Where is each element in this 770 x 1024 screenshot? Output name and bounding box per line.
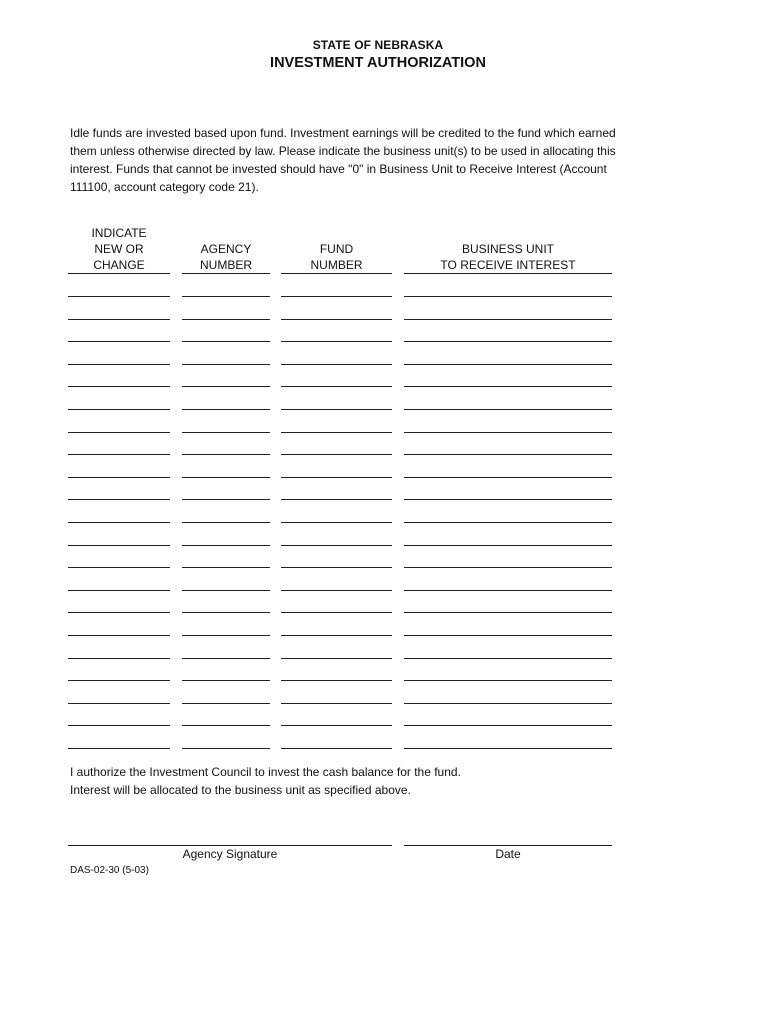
new-or-change-line[interactable] xyxy=(68,522,170,523)
business-unit-line[interactable] xyxy=(404,409,612,410)
column-header-new-or-change xyxy=(68,225,170,273)
column-header-line: NUMBER xyxy=(199,258,252,272)
date-label: Date xyxy=(495,847,521,861)
business-unit-line[interactable] xyxy=(404,635,612,636)
new-or-change-line[interactable] xyxy=(68,612,170,613)
fund-number-line[interactable] xyxy=(281,432,392,433)
fund-number-line[interactable] xyxy=(281,409,392,410)
new-or-change-line[interactable] xyxy=(68,680,170,681)
agency-number-line[interactable] xyxy=(182,454,270,455)
column-header-line: INDICATE xyxy=(91,226,147,240)
new-or-change-line[interactable] xyxy=(68,703,170,704)
business-unit-line[interactable] xyxy=(404,477,612,478)
instructions-line: 111100, account category code 21). xyxy=(70,180,259,194)
new-or-change-line[interactable] xyxy=(68,364,170,365)
instructions-paragraph xyxy=(70,124,660,196)
agency-number-line[interactable] xyxy=(182,545,270,546)
business-unit-line[interactable] xyxy=(404,296,612,297)
agency-number-line[interactable] xyxy=(182,341,270,342)
agency-number-line[interactable] xyxy=(182,319,270,320)
business-unit-line[interactable] xyxy=(404,319,612,320)
agency-number-line[interactable] xyxy=(182,635,270,636)
new-or-change-line[interactable] xyxy=(68,432,170,433)
agency-signature-line[interactable] xyxy=(68,845,392,846)
allocation-statement: Interest will be allocated to the business unit as specified above. xyxy=(70,783,411,797)
fund-number-line[interactable] xyxy=(281,658,392,659)
new-or-change-line[interactable] xyxy=(68,477,170,478)
column-header-fund-number xyxy=(281,241,392,273)
fund-number-line[interactable] xyxy=(281,590,392,591)
business-unit-line[interactable] xyxy=(404,612,612,613)
column-header-line: CHANGE xyxy=(93,258,145,272)
new-or-change-line[interactable] xyxy=(68,635,170,636)
agency-number-line[interactable] xyxy=(182,364,270,365)
agency-number-line[interactable] xyxy=(182,680,270,681)
fund-number-line[interactable] xyxy=(281,341,392,342)
agency-number-line[interactable] xyxy=(182,477,270,478)
fund-number-line[interactable] xyxy=(281,296,392,297)
new-or-change-line[interactable] xyxy=(68,319,170,320)
new-or-change-line[interactable] xyxy=(68,545,170,546)
business-unit-line[interactable] xyxy=(404,499,612,500)
agency-number-line[interactable] xyxy=(182,612,270,613)
authorization-statement: I authorize the Investment Council to invest the cash balance for the fund. xyxy=(70,765,461,779)
fund-number-line[interactable] xyxy=(281,748,392,749)
fund-number-line[interactable] xyxy=(281,725,392,726)
agency-number-line[interactable] xyxy=(182,567,270,568)
agency-number-line[interactable] xyxy=(182,409,270,410)
new-or-change-line[interactable] xyxy=(68,725,170,726)
business-unit-line[interactable] xyxy=(404,658,612,659)
fund-number-line[interactable] xyxy=(281,545,392,546)
fund-number-line[interactable] xyxy=(281,364,392,365)
business-unit-line[interactable] xyxy=(404,454,612,455)
new-or-change-line[interactable] xyxy=(68,658,170,659)
fund-number-line[interactable] xyxy=(281,477,392,478)
fund-number-line[interactable] xyxy=(281,703,392,704)
agency-number-line[interactable] xyxy=(182,499,270,500)
fund-number-line[interactable] xyxy=(281,635,392,636)
agency-number-line[interactable] xyxy=(182,296,270,297)
column-header-line: NUMBER xyxy=(310,258,363,272)
business-unit-line[interactable] xyxy=(404,590,612,591)
agency-number-line[interactable] xyxy=(182,725,270,726)
column-header-rule xyxy=(404,273,612,274)
business-unit-line[interactable] xyxy=(404,386,612,387)
fund-number-line[interactable] xyxy=(281,567,392,568)
agency-signature-label: Agency Signature xyxy=(182,847,278,861)
instructions-line: Idle funds are invested based upon fund. Investment earnings will be credited to the fund which earned xyxy=(70,126,616,140)
business-unit-line[interactable] xyxy=(404,432,612,433)
form-code: DAS-02-30 (5-03) xyxy=(70,865,149,876)
agency-number-line[interactable] xyxy=(182,590,270,591)
column-header-line: BUSINESS UNIT xyxy=(461,242,554,256)
business-unit-line[interactable] xyxy=(404,545,612,546)
business-unit-line[interactable] xyxy=(404,725,612,726)
agency-number-line[interactable] xyxy=(182,522,270,523)
new-or-change-line[interactable] xyxy=(68,748,170,749)
agency-number-line[interactable] xyxy=(182,386,270,387)
date-line[interactable] xyxy=(404,845,612,846)
state-heading: STATE OF NEBRASKA xyxy=(312,38,444,52)
new-or-change-line[interactable] xyxy=(68,499,170,500)
business-unit-line[interactable] xyxy=(404,703,612,704)
column-header-line: AGENCY xyxy=(200,242,252,256)
business-unit-line[interactable] xyxy=(404,567,612,568)
business-unit-line[interactable] xyxy=(404,364,612,365)
column-header-rule xyxy=(182,273,270,274)
column-header-agency-number xyxy=(182,241,270,273)
column-header-rule xyxy=(281,273,392,274)
new-or-change-line[interactable] xyxy=(68,386,170,387)
business-unit-line[interactable] xyxy=(404,748,612,749)
fund-number-line[interactable] xyxy=(281,386,392,387)
fund-number-line[interactable] xyxy=(281,680,392,681)
column-header-business-unit xyxy=(404,241,612,273)
instructions-line: interest. Funds that cannot be invested should have "0" in Business Unit to Receive Interest (Account xyxy=(70,162,607,176)
agency-number-line[interactable] xyxy=(182,703,270,704)
agency-number-line[interactable] xyxy=(182,658,270,659)
form-title: INVESTMENT AUTHORIZATION xyxy=(270,55,486,71)
new-or-change-line[interactable] xyxy=(68,567,170,568)
new-or-change-line[interactable] xyxy=(68,590,170,591)
business-unit-line[interactable] xyxy=(404,680,612,681)
column-header-rule xyxy=(68,273,170,274)
fund-number-line[interactable] xyxy=(281,522,392,523)
business-unit-line[interactable] xyxy=(404,341,612,342)
business-unit-line[interactable] xyxy=(404,522,612,523)
new-or-change-line[interactable] xyxy=(68,454,170,455)
new-or-change-line[interactable] xyxy=(68,341,170,342)
column-header-line: NEW OR xyxy=(94,242,144,256)
fund-number-line[interactable] xyxy=(281,319,392,320)
new-or-change-line[interactable] xyxy=(68,409,170,410)
agency-number-line[interactable] xyxy=(182,748,270,749)
fund-number-line[interactable] xyxy=(281,454,392,455)
instructions-line: them unless otherwise directed by law. Please indicate the business unit(s) to be used in allocating this xyxy=(70,144,616,158)
fund-number-line[interactable] xyxy=(281,499,392,500)
fund-number-line[interactable] xyxy=(281,612,392,613)
column-header-line: FUND xyxy=(319,242,354,256)
new-or-change-line[interactable] xyxy=(68,296,170,297)
column-header-line: TO RECEIVE INTEREST xyxy=(440,258,576,272)
agency-number-line[interactable] xyxy=(182,432,270,433)
